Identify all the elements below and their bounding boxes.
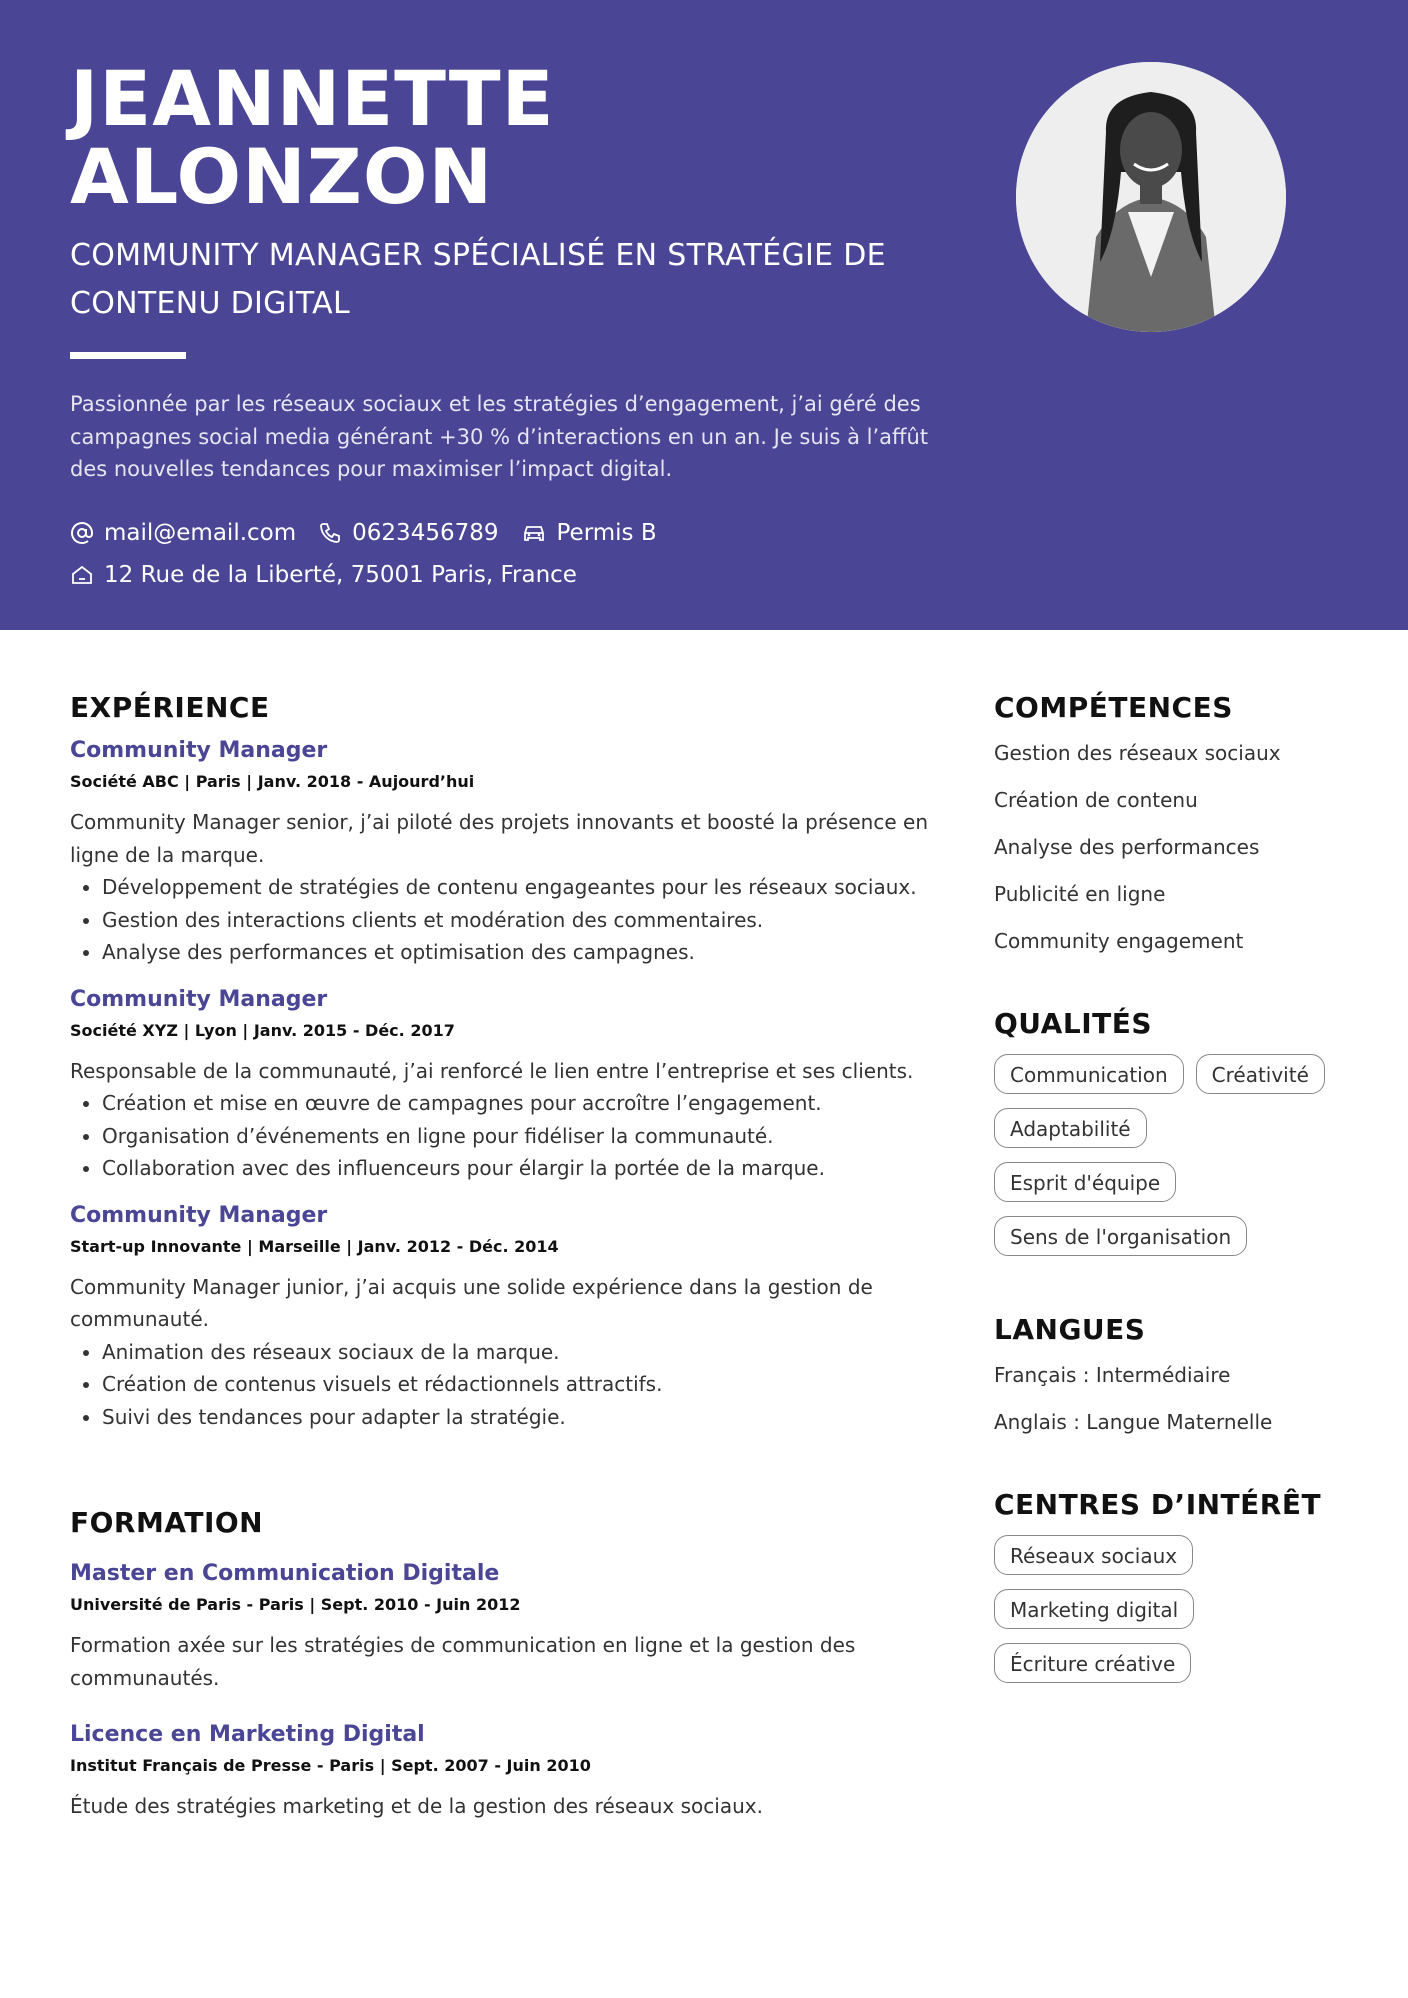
interest-tag: Marketing digital xyxy=(994,1589,1194,1629)
section-title: CENTRES D’INTÉRÊT xyxy=(994,1488,1322,1521)
address-text: 12 Rue de la Liberté, 75001 Paris, France xyxy=(104,562,577,588)
home-icon xyxy=(70,563,94,587)
degree-title: Master en Communication Digitale xyxy=(70,1561,500,1586)
job-description: Community Manager junior, j’ai acquis une solide expérience dans la gestion de communauté. xyxy=(70,1274,873,1331)
headline-line-1: COMMUNITY MANAGER SPÉCIALISÉ EN STRATÉGIE DE xyxy=(70,238,886,273)
phone-text: 0623456789 xyxy=(352,520,499,546)
qualities-tags xyxy=(994,1054,1374,1108)
section-title: QUALITÉS xyxy=(994,1007,1152,1040)
experience-section xyxy=(70,690,940,1433)
contact-address xyxy=(70,559,577,591)
bullet-item: • Suivi des tendances pour adapter la stratégie. xyxy=(102,1401,940,1434)
at-icon xyxy=(70,521,94,545)
quality-tag: Sens de l'organisation xyxy=(994,1216,1247,1256)
qualities-tags-row xyxy=(994,1108,1374,1162)
section-title: COMPÉTENCES xyxy=(994,691,1233,724)
qualities-section xyxy=(994,1006,1374,1270)
contact-license xyxy=(521,517,657,549)
job-meta: Société ABC | Paris | Janv. 2018 - Aujourd’hui xyxy=(70,772,475,791)
bullet-item: • Développement de stratégies de contenu engageantes pour les réseaux sociaux. xyxy=(102,871,940,904)
quality-tag: Créativité xyxy=(1196,1054,1325,1094)
degree-description: Étude des stratégies marketing et de la gestion des réseaux sociaux. xyxy=(70,1794,763,1818)
contact-info xyxy=(70,512,679,596)
quality-tag: Communication xyxy=(994,1054,1184,1094)
skill-item: Gestion des réseaux sociaux xyxy=(994,741,1281,765)
headline-line-2: CONTENU DIGITAL xyxy=(70,286,350,321)
resume-header xyxy=(0,0,1408,630)
degree-description: Formation axée sur les stratégies de communication en ligne et la gestion des communautés. xyxy=(70,1633,856,1690)
job-meta: Start-up Innovante | Marseille | Janv. 2012 - Déc. 2014 xyxy=(70,1236,559,1256)
job-entry xyxy=(70,736,940,969)
license-text: Permis B xyxy=(556,520,657,546)
interest-tags-row xyxy=(994,1589,1374,1643)
job-entry xyxy=(70,985,940,1185)
job-description: Community Manager senior, j’ai piloté des projets innovants et boosté la présence en ligne de la marque. xyxy=(70,810,928,867)
job-bullets xyxy=(70,1087,940,1185)
quality-tag: Esprit d'équipe xyxy=(994,1162,1176,1202)
job-description: Responsable de la communauté, j’ai renforcé le lien entre l’entreprise et ses clients. xyxy=(70,1058,914,1083)
skills-section xyxy=(994,690,1374,954)
language-item: Anglais : Langue Maternelle xyxy=(994,1410,1273,1434)
interest-tags-row xyxy=(994,1535,1374,1589)
degree-meta: Université de Paris - Paris | Sept. 2010 - Juin 2012 xyxy=(70,1595,521,1614)
bullet-item: • Création de contenus visuels et rédactionnels attractifs. xyxy=(102,1368,940,1401)
degree-meta: Institut Français de Presse - Paris | Sept. 2007 - Juin 2010 xyxy=(70,1756,591,1775)
skill-item: Création de contenu xyxy=(994,788,1198,812)
skill-item: Publicité en ligne xyxy=(994,882,1166,906)
skill-item: Analyse des performances xyxy=(994,835,1260,859)
contact-email[interactable] xyxy=(70,517,296,549)
education-entry xyxy=(70,1559,940,1694)
email-text: mail@email.com xyxy=(104,520,297,546)
education-section xyxy=(70,1505,940,1823)
quality-tag: Adaptabilité xyxy=(994,1108,1147,1148)
bullet-item: • Collaboration avec des influenceurs pour élargir la portée de la marque. xyxy=(102,1152,940,1185)
contact-row xyxy=(70,554,679,596)
contact-phone[interactable] xyxy=(318,517,498,549)
interest-tags-row xyxy=(994,1643,1374,1697)
profile-summary: Passionnée par les réseaux sociaux et les stratégies d’engagement, j’ai géré des campagnes social media générant +30 % d’interactions en un an. Je suis à l’affût des nouvelles tendances pour maximiser l’impact digital. xyxy=(70,392,929,481)
bullet-item: • Gestion des interactions clients et modération des commentaires. xyxy=(102,904,940,937)
degree-title: Licence en Marketing Digital xyxy=(70,1722,425,1747)
interest-tag: Écriture créative xyxy=(994,1643,1191,1683)
bullet-item: • Animation des réseaux sociaux de la marque. xyxy=(102,1336,940,1369)
job-title: Community Manager xyxy=(70,1202,328,1228)
name-first: JEANNETTE xyxy=(70,54,555,143)
job-entry xyxy=(70,1201,940,1434)
interest-tag: Réseaux sociaux xyxy=(994,1535,1193,1575)
job-title: Community Manager xyxy=(70,986,328,1012)
job-bullets xyxy=(70,871,940,969)
car-icon xyxy=(521,521,547,545)
contact-row xyxy=(70,512,679,554)
bullet-item: • Analyse des performances et optimisation des campagnes. xyxy=(102,936,940,969)
avatar xyxy=(1016,62,1286,332)
qualities-tags-row xyxy=(994,1216,1374,1270)
side-column xyxy=(994,690,1374,1737)
section-title: LANGUES xyxy=(994,1313,1146,1346)
section-title: FORMATION xyxy=(70,1506,264,1539)
skill-item: Community engagement xyxy=(994,929,1244,953)
header-divider xyxy=(70,352,186,359)
job-meta: Société XYZ | Lyon | Janv. 2015 - Déc. 2017 xyxy=(70,1020,455,1040)
languages-section xyxy=(994,1312,1374,1435)
job-bullets xyxy=(70,1336,940,1434)
bullet-item: • Création et mise en œuvre de campagnes pour accroître l’engagement. xyxy=(102,1087,940,1120)
job-title: Community Manager xyxy=(70,738,328,763)
language-item: Français : Intermédiaire xyxy=(994,1363,1231,1387)
job-headline xyxy=(70,232,950,328)
main-column xyxy=(70,690,940,1845)
phone-icon xyxy=(318,521,342,545)
profile-photo xyxy=(1016,62,1286,332)
bullet-item: • Organisation d’événements en ligne pour fidéliser la communauté. xyxy=(102,1120,940,1153)
interests-section xyxy=(994,1487,1374,1697)
name-last: ALONZON xyxy=(70,132,494,221)
section-title: EXPÉRIENCE xyxy=(70,691,270,724)
qualities-tags-row xyxy=(994,1162,1374,1216)
education-entry xyxy=(70,1720,940,1823)
candidate-name xyxy=(70,54,970,221)
